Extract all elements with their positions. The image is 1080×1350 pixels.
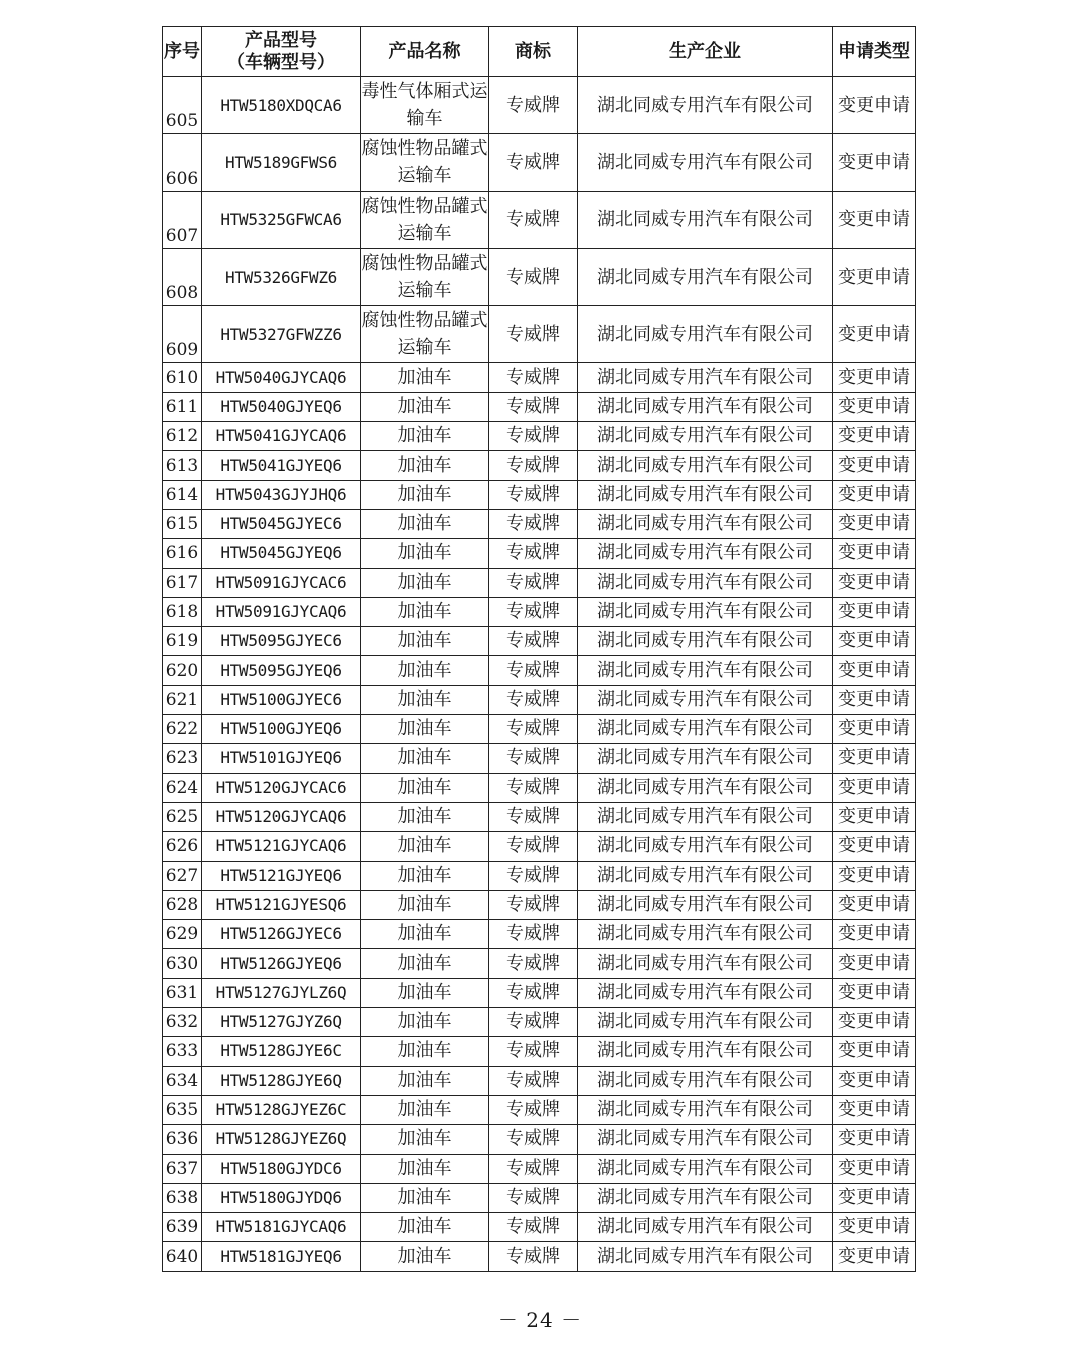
cell-model: HTW5180XDQCA6 [202,77,361,134]
cell-application-type: 变更申请 [833,832,916,861]
table-row [163,715,916,744]
cell-seq: 631 [163,978,202,1007]
cell-manufacturer: 湖北同威专用汽车有限公司 [578,480,833,509]
table-row [163,627,916,656]
cell-application-type: 变更申请 [833,1183,916,1212]
cell-model: HTW5041GJYCAQ6 [202,422,361,451]
cell-manufacturer: 湖北同威专用汽车有限公司 [578,744,833,773]
cell-seq: 629 [163,920,202,949]
cell-application-type: 变更申请 [833,1125,916,1154]
table-row [163,685,916,714]
cell-brand: 专威牌 [489,890,578,919]
cell-brand: 专威牌 [489,422,578,451]
cell-seq: 611 [163,392,202,421]
cell-application-type: 变更申请 [833,1066,916,1095]
cell-brand: 专威牌 [489,77,578,134]
header-model-line2: （车辆型号） [227,51,335,73]
cell-product-name: 加油车 [361,1008,489,1037]
cell-brand: 专威牌 [489,744,578,773]
cell-application-type: 变更申请 [833,568,916,597]
cell-brand: 专威牌 [489,1183,578,1212]
cell-brand: 专威牌 [489,392,578,421]
cell-manufacturer: 湖北同威专用汽车有限公司 [578,422,833,451]
cell-brand: 专威牌 [489,1037,578,1066]
cell-model: HTW5128GJYE6Q [202,1066,361,1095]
cell-manufacturer: 湖北同威专用汽车有限公司 [578,920,833,949]
cell-manufacturer: 湖北同威专用汽车有限公司 [578,306,833,363]
table-row [163,1066,916,1095]
cell-application-type: 变更申请 [833,77,916,134]
cell-brand: 专威牌 [489,773,578,802]
cell-manufacturer: 湖北同威专用汽车有限公司 [578,1008,833,1037]
cell-model: HTW5100GJYEQ6 [202,715,361,744]
cell-seq: 626 [163,832,202,861]
cell-seq: 640 [163,1242,202,1271]
cell-application-type: 变更申请 [833,949,916,978]
cell-seq: 605 [163,77,202,134]
cell-seq: 607 [163,191,202,248]
cell-application-type: 变更申请 [833,685,916,714]
cell-brand: 专威牌 [489,832,578,861]
table-row [163,890,916,919]
cell-brand: 专威牌 [489,802,578,831]
table-row [163,363,916,392]
cell-seq: 619 [163,627,202,656]
cell-seq: 630 [163,949,202,978]
cell-seq: 628 [163,890,202,919]
cell-brand: 专威牌 [489,451,578,480]
cell-seq: 638 [163,1183,202,1212]
cell-model: HTW5127GJYLZ6Q [202,978,361,1007]
cell-model: HTW5043GJYJHQ6 [202,480,361,509]
cell-model: HTW5101GJYEQ6 [202,744,361,773]
cell-manufacturer: 湖北同威专用汽车有限公司 [578,1125,833,1154]
cell-product-name: 加油车 [361,539,489,568]
table-row [163,773,916,802]
cell-manufacturer: 湖北同威专用汽车有限公司 [578,1242,833,1271]
cell-seq: 621 [163,685,202,714]
cell-product-name: 加油车 [361,890,489,919]
cell-seq: 623 [163,744,202,773]
cell-application-type: 变更申请 [833,978,916,1007]
cell-application-type: 变更申请 [833,773,916,802]
cell-brand: 专威牌 [489,134,578,191]
table-row [163,77,916,134]
cell-model: HTW5121GJYCAQ6 [202,832,361,861]
cell-model: HTW5180GJYDC6 [202,1154,361,1183]
cell-seq: 620 [163,656,202,685]
cell-application-type: 变更申请 [833,920,916,949]
table-row [163,597,916,626]
cell-application-type: 变更申请 [833,627,916,656]
cell-application-type: 变更申请 [833,1037,916,1066]
cell-manufacturer: 湖北同威专用汽车有限公司 [578,685,833,714]
cell-product-name: 加油车 [361,627,489,656]
cell-brand: 专威牌 [489,1213,578,1242]
cell-product-name: 加油车 [361,1183,489,1212]
cell-seq: 635 [163,1095,202,1124]
cell-model: HTW5325GFWCA6 [202,191,361,248]
cell-model: HTW5126GJYEC6 [202,920,361,949]
cell-manufacturer: 湖北同威专用汽车有限公司 [578,715,833,744]
cell-manufacturer: 湖北同威专用汽车有限公司 [578,392,833,421]
cell-model: HTW5127GJYZ6Q [202,1008,361,1037]
cell-seq: 622 [163,715,202,744]
cell-brand: 专威牌 [489,306,578,363]
cell-model: HTW5095GJYEQ6 [202,656,361,685]
cell-product-name: 加油车 [361,920,489,949]
cell-application-type: 变更申请 [833,1154,916,1183]
cell-product-name: 加油车 [361,1242,489,1271]
cell-product-name: 加油车 [361,949,489,978]
cell-brand: 专威牌 [489,978,578,1007]
cell-brand: 专威牌 [489,191,578,248]
cell-brand: 专威牌 [489,597,578,626]
cell-brand: 专威牌 [489,920,578,949]
page-number: － 24 － [497,1308,583,1332]
cell-manufacturer: 湖北同威专用汽车有限公司 [578,890,833,919]
cell-brand: 专威牌 [489,363,578,392]
cell-manufacturer: 湖北同威专用汽车有限公司 [578,539,833,568]
cell-seq: 625 [163,802,202,831]
cell-manufacturer: 湖北同威专用汽车有限公司 [578,451,833,480]
cell-seq: 608 [163,248,202,305]
cell-product-name: 加油车 [361,802,489,831]
cell-manufacturer: 湖北同威专用汽车有限公司 [578,509,833,538]
cell-product-name: 加油车 [361,744,489,773]
table-row [163,392,916,421]
cell-application-type: 变更申请 [833,744,916,773]
table-row [163,1213,916,1242]
cell-manufacturer: 湖北同威专用汽车有限公司 [578,248,833,305]
cell-application-type: 变更申请 [833,363,916,392]
table-row [163,861,916,890]
cell-brand: 专威牌 [489,715,578,744]
cell-application-type: 变更申请 [833,509,916,538]
cell-model: HTW5045GJYEC6 [202,509,361,538]
cell-product-name: 腐蚀性物品罐式运输车 [361,248,489,305]
header-model [202,27,361,77]
cell-application-type: 变更申请 [833,656,916,685]
cell-product-name: 加油车 [361,1154,489,1183]
cell-seq: 617 [163,568,202,597]
cell-application-type: 变更申请 [833,890,916,919]
table-row [163,656,916,685]
cell-product-name: 加油车 [361,1095,489,1124]
cell-brand: 专威牌 [489,1095,578,1124]
cell-brand: 专威牌 [489,539,578,568]
cell-model: HTW5091GJYCAC6 [202,568,361,597]
cell-application-type: 变更申请 [833,715,916,744]
cell-model: HTW5327GFWZZ6 [202,306,361,363]
cell-brand: 专威牌 [489,480,578,509]
cell-seq: 634 [163,1066,202,1095]
table-row [163,480,916,509]
table-row [163,1242,916,1271]
table-row [163,568,916,597]
table-row [163,802,916,831]
table-row [163,451,916,480]
cell-brand: 专威牌 [489,627,578,656]
header-brand: 商标 [489,27,578,77]
cell-application-type: 变更申请 [833,306,916,363]
cell-seq: 637 [163,1154,202,1183]
cell-model: HTW5128GJYE6C [202,1037,361,1066]
cell-application-type: 变更申请 [833,597,916,626]
cell-seq: 627 [163,861,202,890]
cell-brand: 专威牌 [489,1242,578,1271]
header-product-name: 产品名称 [361,27,489,77]
cell-product-name: 加油车 [361,451,489,480]
cell-product-name: 腐蚀性物品罐式运输车 [361,306,489,363]
cell-application-type: 变更申请 [833,248,916,305]
cell-manufacturer: 湖北同威专用汽车有限公司 [578,363,833,392]
cell-product-name: 加油车 [361,978,489,1007]
cell-application-type: 变更申请 [833,539,916,568]
table-header-row [163,27,916,77]
cell-model: HTW5326GFWZ6 [202,248,361,305]
cell-product-name: 加油车 [361,715,489,744]
cell-manufacturer: 湖北同威专用汽车有限公司 [578,1037,833,1066]
table-row [163,1008,916,1037]
header-seq: 序号 [163,27,202,77]
cell-brand: 专威牌 [489,248,578,305]
cell-application-type: 变更申请 [833,480,916,509]
table-row [163,306,916,363]
cell-product-name: 加油车 [361,1213,489,1242]
cell-manufacturer: 湖北同威专用汽车有限公司 [578,1213,833,1242]
cell-manufacturer: 湖北同威专用汽车有限公司 [578,627,833,656]
cell-product-name: 加油车 [361,363,489,392]
cell-seq: 618 [163,597,202,626]
cell-product-name: 加油车 [361,685,489,714]
cell-product-name: 加油车 [361,656,489,685]
cell-product-name: 腐蚀性物品罐式运输车 [361,134,489,191]
cell-model: HTW5040GJYCAQ6 [202,363,361,392]
table-row [163,1095,916,1124]
table-row [163,832,916,861]
cell-manufacturer: 湖北同威专用汽车有限公司 [578,568,833,597]
header-model-line1: 产品型号 [245,29,317,51]
cell-manufacturer: 湖北同威专用汽车有限公司 [578,1154,833,1183]
table-row [163,509,916,538]
cell-product-name: 加油车 [361,422,489,451]
cell-seq: 606 [163,134,202,191]
cell-product-name: 加油车 [361,832,489,861]
cell-model: HTW5128GJYEZ6C [202,1095,361,1124]
table-row [163,744,916,773]
table-row [163,191,916,248]
cell-application-type: 变更申请 [833,191,916,248]
cell-application-type: 变更申请 [833,392,916,421]
cell-product-name: 加油车 [361,480,489,509]
cell-model: HTW5189GFWS6 [202,134,361,191]
cell-manufacturer: 湖北同威专用汽车有限公司 [578,802,833,831]
cell-brand: 专威牌 [489,1125,578,1154]
cell-model: HTW5180GJYDQ6 [202,1183,361,1212]
cell-product-name: 加油车 [361,1125,489,1154]
cell-model: HTW5100GJYEC6 [202,685,361,714]
cell-model: HTW5120GJYCAQ6 [202,802,361,831]
cell-seq: 632 [163,1008,202,1037]
table-row [163,920,916,949]
cell-product-name: 腐蚀性物品罐式运输车 [361,191,489,248]
cell-product-name: 加油车 [361,597,489,626]
cell-seq: 633 [163,1037,202,1066]
cell-manufacturer: 湖北同威专用汽车有限公司 [578,978,833,1007]
cell-seq: 609 [163,306,202,363]
cell-brand: 专威牌 [489,1154,578,1183]
header-manufacturer: 生产企业 [578,27,833,77]
table-row [163,1037,916,1066]
cell-application-type: 变更申请 [833,1242,916,1271]
cell-manufacturer: 湖北同威专用汽车有限公司 [578,134,833,191]
cell-manufacturer: 湖北同威专用汽车有限公司 [578,656,833,685]
cell-brand: 专威牌 [489,1008,578,1037]
cell-manufacturer: 湖北同威专用汽车有限公司 [578,1183,833,1212]
cell-product-name: 加油车 [361,861,489,890]
cell-manufacturer: 湖北同威专用汽车有限公司 [578,773,833,802]
cell-manufacturer: 湖北同威专用汽车有限公司 [578,191,833,248]
cell-product-name: 加油车 [361,773,489,802]
cell-brand: 专威牌 [489,568,578,597]
cell-brand: 专威牌 [489,509,578,538]
table-row [163,134,916,191]
cell-model: HTW5120GJYCAC6 [202,773,361,802]
cell-manufacturer: 湖北同威专用汽车有限公司 [578,1095,833,1124]
table-row [163,1154,916,1183]
cell-seq: 615 [163,509,202,538]
table-row [163,978,916,1007]
cell-manufacturer: 湖北同威专用汽车有限公司 [578,1066,833,1095]
cell-product-name: 加油车 [361,568,489,597]
cell-application-type: 变更申请 [833,802,916,831]
cell-seq: 616 [163,539,202,568]
cell-brand: 专威牌 [489,685,578,714]
cell-seq: 614 [163,480,202,509]
cell-model: HTW5181GJYEQ6 [202,1242,361,1271]
table-row [163,539,916,568]
table-row [163,1183,916,1212]
cell-manufacturer: 湖北同威专用汽车有限公司 [578,949,833,978]
cell-manufacturer: 湖北同威专用汽车有限公司 [578,77,833,134]
cell-model: HTW5128GJYEZ6Q [202,1125,361,1154]
cell-model: HTW5121GJYEQ6 [202,861,361,890]
cell-seq: 610 [163,363,202,392]
cell-model: HTW5181GJYCAQ6 [202,1213,361,1242]
cell-seq: 636 [163,1125,202,1154]
cell-product-name: 加油车 [361,392,489,421]
cell-application-type: 变更申请 [833,1008,916,1037]
cell-application-type: 变更申请 [833,451,916,480]
cell-product-name: 毒性气体厢式运输车 [361,77,489,134]
cell-manufacturer: 湖北同威专用汽车有限公司 [578,832,833,861]
cell-product-name: 加油车 [361,509,489,538]
cell-application-type: 变更申请 [833,422,916,451]
cell-product-name: 加油车 [361,1037,489,1066]
cell-model: HTW5121GJYESQ6 [202,890,361,919]
cell-manufacturer: 湖北同威专用汽车有限公司 [578,597,833,626]
cell-application-type: 变更申请 [833,1213,916,1242]
cell-application-type: 变更申请 [833,1095,916,1124]
cell-model: HTW5045GJYEQ6 [202,539,361,568]
cell-brand: 专威牌 [489,949,578,978]
cell-seq: 624 [163,773,202,802]
cell-model: HTW5091GJYCAQ6 [202,597,361,626]
cell-application-type: 变更申请 [833,134,916,191]
header-application-type: 申请类型 [833,27,916,77]
cell-brand: 专威牌 [489,656,578,685]
vehicle-model-table [162,26,916,1272]
cell-model: HTW5040GJYEQ6 [202,392,361,421]
cell-brand: 专威牌 [489,861,578,890]
table-row [163,248,916,305]
cell-product-name: 加油车 [361,1066,489,1095]
cell-seq: 639 [163,1213,202,1242]
cell-manufacturer: 湖北同威专用汽车有限公司 [578,861,833,890]
table-row [163,422,916,451]
cell-model: HTW5095GJYEC6 [202,627,361,656]
cell-seq: 612 [163,422,202,451]
cell-model: HTW5041GJYEQ6 [202,451,361,480]
cell-model: HTW5126GJYEQ6 [202,949,361,978]
table-row [163,1125,916,1154]
cell-brand: 专威牌 [489,1066,578,1095]
cell-application-type: 变更申请 [833,861,916,890]
table-body [163,77,916,1272]
cell-seq: 613 [163,451,202,480]
table-row [163,949,916,978]
